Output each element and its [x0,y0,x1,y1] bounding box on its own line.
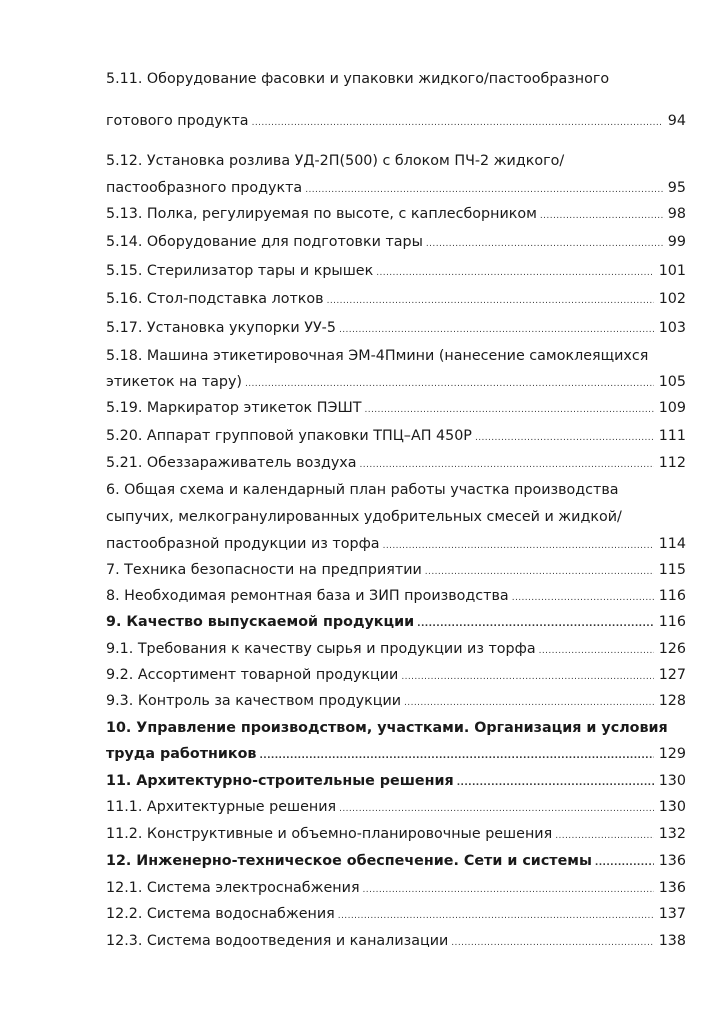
toc-entry-5-12 [106,150,686,172]
toc-entry-text: 5.14. Оборудование для подготовки тары [106,234,423,250]
toc-page-number: 98 [667,206,686,222]
toc-entry-text: 11. Архитектурно-строительные решения [106,773,454,789]
toc-page-number: 94 [667,113,686,129]
dot-leader [339,319,654,341]
toc-entry-text: 5.17. Установка укупорки УУ-5 [106,320,336,336]
toc-entry-text: сыпучих, мелкогранулированных удобрительных смесей и жидкой/ [106,509,622,525]
dot-leader [425,561,654,583]
toc-page-number: 112 [658,455,686,471]
toc-entry-text: 11.1. Архитектурные решения [106,799,337,815]
toc-page-number: 126 [658,641,686,657]
toc-entry-12-3 [106,930,686,952]
dot-leader [245,373,654,395]
dot-leader [475,427,654,449]
toc-page-number: 128 [658,693,686,709]
toc-entry-5-20 [106,425,686,447]
toc-entry-5-18 [106,345,686,367]
toc-page-number: 127 [658,667,686,683]
toc-entry-text: 5.19. Маркиратор этикеток ПЭШТ [106,400,362,416]
toc-entry-5-17 [106,317,686,339]
toc-page-number: 114 [658,536,686,552]
dot-leader [426,233,663,255]
toc-entry-5-11-cont [106,110,686,132]
toc-entry-11-1 [106,796,686,818]
toc-page-number: 130 [658,773,686,789]
toc-entry-text: 12.2. Система водоснабжения [106,906,335,922]
toc-page-number: 116 [658,588,686,604]
toc-entry-text: 9. Качество выпускаемой продукции [106,614,415,630]
dot-leader [540,205,663,227]
toc-page-number: 136 [658,880,686,896]
toc-entry-text: готового продукта [106,113,249,129]
dot-leader [555,825,654,847]
dot-leader [305,179,663,201]
toc-page-number: 138 [658,933,686,949]
toc-entry-text: 12.3. Система водоотведения и канализации [106,933,449,949]
toc-page-number: 115 [658,562,686,578]
toc-entry-text: 5.16. Стол-подставка лотков [106,291,324,307]
toc-page-number: 105 [658,374,686,390]
toc-entry-text: 5.13. Полка, регулируемая по высоте, с каплесборником [106,206,537,222]
toc-entry-text: 5.11. Оборудование фасовки и упаковки жидкого/пастообразного [106,71,610,87]
toc-page-number: 136 [658,853,686,869]
toc-page-number: 132 [658,826,686,842]
toc-entry-5-19 [106,397,686,419]
toc-entry-text: 9.3. Контроль за качеством продукции [106,693,402,709]
dot-leader [401,666,653,688]
dot-leader [339,798,654,820]
toc-entry-5-16 [106,288,686,310]
toc-entry-8 [106,585,686,607]
dot-leader [383,535,654,557]
dot-leader [259,745,653,767]
toc-page-number: 111 [658,428,686,444]
toc-page-number: 116 [658,614,686,630]
toc-entry-text: 6. Общая схема и календарный план работы участка производства [106,482,619,498]
toc-entry-5-15 [106,260,686,282]
toc-entry-12-2 [106,903,686,925]
toc-page-number: 101 [658,263,686,279]
toc-entry-10 [106,717,686,739]
toc-entry-5-14 [106,231,686,253]
toc-entry-text: 10. Управление производством, участками. Организация и условия [106,720,668,736]
toc-entry-9-1 [106,638,686,660]
toc-entry-5-11 [106,68,686,90]
toc-entry-text: 5.12. Установка розлива УД-2П(500) с блоком ПЧ-2 жидкого/ [106,153,565,169]
toc-entry-text: 12.1. Система электроснабжения [106,880,360,896]
toc-entry-text: 5.18. Машина этикетировочная ЭМ-4Пмини (нанесение самоклеящихся [106,348,649,364]
dot-leader [360,454,654,476]
toc-page-number: 99 [667,234,686,250]
toc-entry-7 [106,559,686,581]
toc-entry-text: пастообразного продукта [106,180,303,196]
dot-leader [512,587,654,609]
toc-entry-text: 5.15. Стерилизатор тары и крышек [106,263,374,279]
toc-page-number: 103 [658,320,686,336]
toc-entry-11 [106,770,686,792]
dot-leader [595,852,654,874]
toc-entry-9-2 [106,664,686,686]
toc-entry-text: труда работников [106,746,257,762]
toc-entry-text: пастообразной продукции из торфа [106,536,380,552]
dot-leader [338,905,654,927]
toc-entry-5-13 [106,203,686,225]
dot-leader [364,399,653,421]
toc-entry-text: 8. Необходимая ремонтная база и ЗИП производства [106,588,509,604]
toc-page-number: 102 [658,291,686,307]
toc-entry-9-3 [106,690,686,712]
toc-entry-text: 5.20. Аппарат групповой упаковки ТПЦ–АП 450Р [106,428,472,444]
dot-leader [539,640,654,662]
toc-entry-text: 9.2. Ассортимент товарной продукции [106,667,399,683]
toc-entry-11-2 [106,823,686,845]
toc-entry-9 [106,611,686,633]
toc-entry-5-12-cont [106,177,686,199]
toc-entry-text: 9.1. Требования к качеству сырья и продукции из торфа [106,641,536,657]
toc-entry-text: 11.2. Конструктивные и объемно-планировочные решения [106,826,553,842]
toc-entry-12 [106,850,686,872]
toc-entry-5-21 [106,452,686,474]
toc-entry-text: 7. Техника безопасности на предприятии [106,562,422,578]
dot-leader [252,112,663,134]
dot-leader [451,932,653,954]
toc-entry-6-cont2 [106,533,686,555]
toc-entry-text: 5.21. Обеззараживатель воздуха [106,455,357,471]
toc-entry-text: этикеток на тару) [106,374,243,390]
toc-entry-6-cont [106,506,686,528]
dot-leader [404,692,654,714]
dot-leader [457,772,654,794]
toc-entry-12-1 [106,877,686,899]
toc-page-number: 137 [658,906,686,922]
toc-page-number: 109 [658,400,686,416]
dot-leader [363,879,654,901]
toc-entry-10-cont [106,743,686,765]
toc-page-number: 129 [658,746,686,762]
toc-entry-6 [106,479,686,501]
toc-page-number: 95 [667,180,686,196]
dot-leader [417,613,654,635]
toc-page-number: 130 [658,799,686,815]
toc-entry-5-18-cont [106,371,686,393]
toc-entry-text: 12. Инженерно-техническое обеспечение. Сети и системы [106,853,592,869]
dot-leader [327,290,654,312]
dot-leader [376,262,653,284]
